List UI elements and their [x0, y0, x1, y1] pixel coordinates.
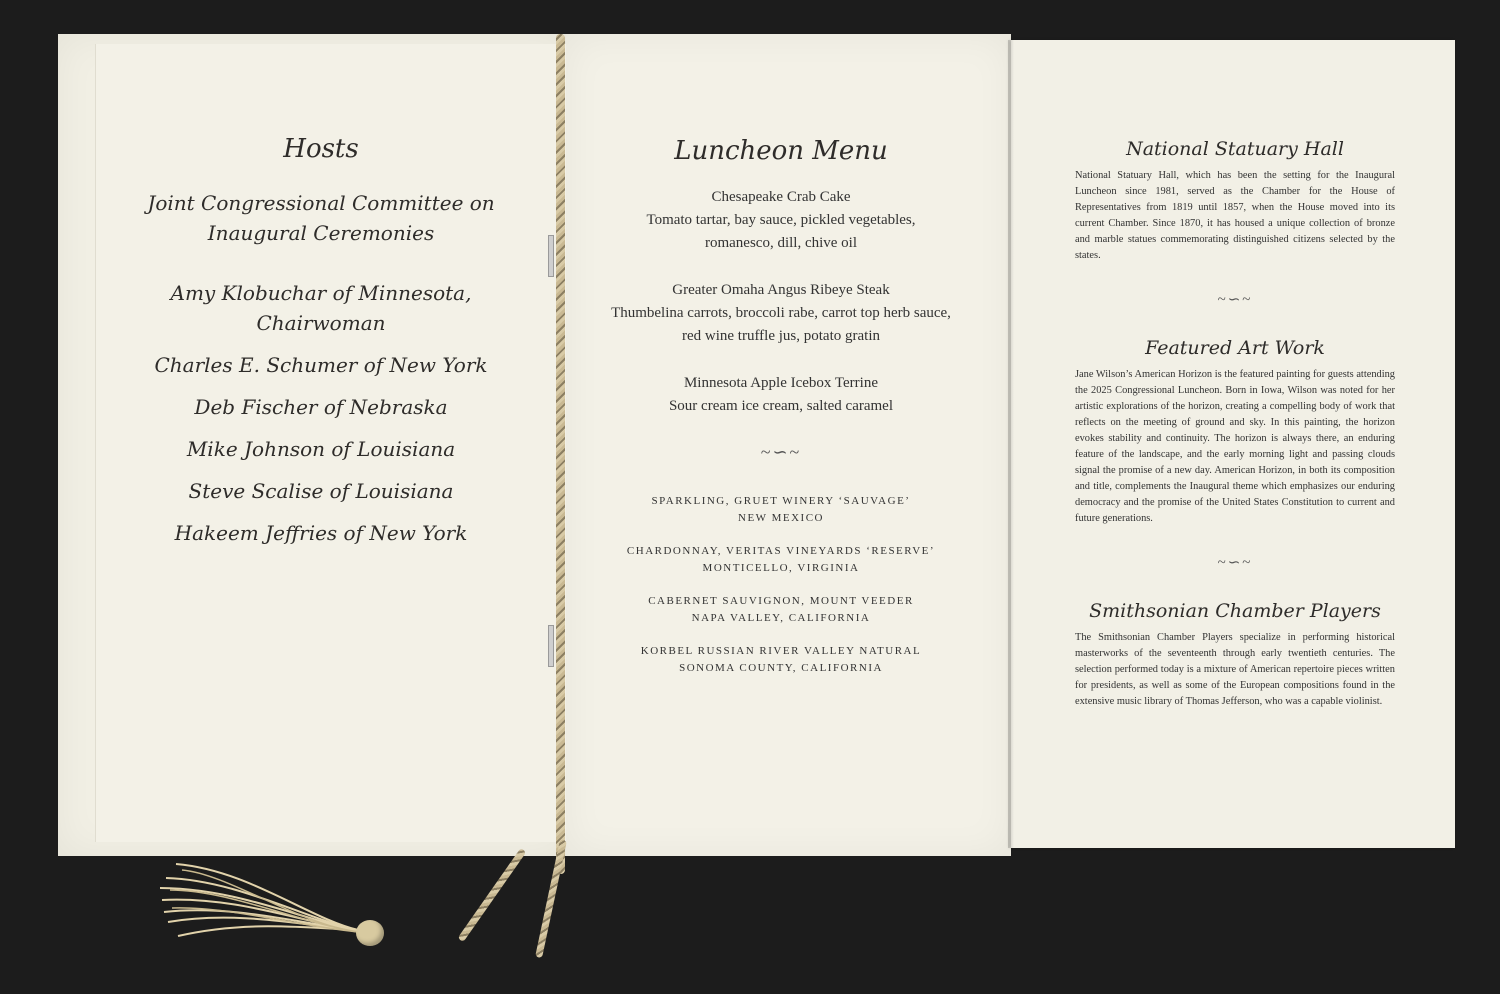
host-member: Charles E. Schumer of New York — [154, 353, 488, 377]
wine-name: CABERNET SAUVIGNON, MOUNT VEEDER — [648, 595, 914, 607]
course-detail: Thumbelina carrots, broccoli rabe, carrot top herb sauce, — [611, 305, 951, 321]
wine-origin: NAPA VALLEY, CALIFORNIA — [691, 612, 871, 624]
course-detail: Tomato tartar, bay sauce, pickled vegetables, — [646, 212, 916, 228]
hosts-title: Hosts — [283, 134, 359, 164]
info-section — [1075, 138, 1395, 710]
menu-course — [595, 279, 967, 348]
course-name: Minnesota Apple Icebox Terrine — [683, 375, 879, 391]
hosts-section — [96, 134, 546, 560]
binding-cord — [556, 34, 565, 874]
committee-line: Joint Congressional Committee on — [147, 191, 495, 215]
tassel-knot — [356, 920, 384, 946]
binding-cord-end — [535, 839, 567, 958]
host-name: Amy Klobuchar of Minnesota, — [170, 281, 472, 305]
ornament-flourish: ~∽~ — [1217, 292, 1253, 308]
section-title-chamber-players: Smithsonian Chamber Players — [1089, 600, 1381, 622]
menu-course — [595, 186, 967, 255]
committee-line: Inaugural Ceremonies — [207, 221, 435, 245]
course-name: Greater Omaha Angus Ribeye Steak — [672, 282, 890, 298]
staple-top — [548, 235, 554, 277]
host-member: Steve Scalise of Louisiana — [188, 479, 454, 503]
host-member: Deb Fischer of Nebraska — [194, 395, 448, 419]
course-detail: romanesco, dill, chive oil — [704, 235, 858, 251]
section-body-chamber-players: The Smithsonian Chamber Players specialize in performing historical masterworks of the seventeenth through early twentieth centuries. The selection performed today is a mixture of American repertoire pieces written for presidents, as well as some of the European compositions found in the extensive music library of Thomas Jefferson, who was a capable violinist. — [1075, 632, 1395, 707]
section-title-art-work: Featured Art Work — [1145, 337, 1325, 359]
section-title-statuary-hall: National Statuary Hall — [1126, 138, 1344, 160]
wine-name: KORBEL RUSSIAN RIVER VALLEY NATURAL — [640, 645, 922, 657]
wine-name: SPARKLING, GRUET WINERY ‘SAUVAGE’ — [651, 495, 911, 507]
wine-item — [595, 493, 967, 527]
menu-section — [595, 136, 967, 693]
host-member: Hakeem Jeffries of New York — [174, 521, 468, 545]
wine-item — [595, 593, 967, 627]
menu-course — [595, 372, 967, 418]
wine-name: CHARDONNAY, VERITAS VINEYARDS ‘RESERVE’ — [626, 545, 936, 557]
host-member: Mike Johnson of Louisiana — [186, 437, 456, 461]
wine-origin: NEW MEXICO — [738, 512, 824, 524]
wine-item — [595, 543, 967, 577]
section-body-art-work: Jane Wilson’s American Horizon is the featured painting for guests attending the 2025 Congressional Luncheon. Born in Iowa, Wilson was noted for her artistic explorations of the horizon, creating a compelling body of work that reflects on the meeting of ground and sky. In this painting, the horizon evokes stability and continuity. The horizon is always there, an enduring feature of the landscape, and the early morning light and passing clouds signal the promise of a new day. American Horizon, in both its composition and title, complements the Inaugural theme which emphasizes our enduring democracy and the promise of the United States Constitution to current and future generations. — [1075, 369, 1395, 524]
staple-bottom — [548, 625, 554, 667]
wine-origin: SONOMA COUNTY, CALIFORNIA — [679, 662, 883, 674]
course-detail: Sour cream ice cream, salted caramel — [668, 398, 894, 414]
fold-shadow — [1008, 40, 1014, 848]
course-name: Chesapeake Crab Cake — [711, 189, 851, 205]
tassel-icon — [158, 860, 368, 940]
ornament-flourish: ~∽~ — [760, 442, 802, 462]
section-body-statuary-hall: National Statuary Hall, which has been the setting for the Inaugural Luncheon since 1981, served as the Chamber for the House of Representatives from 1819 until 1857, when the House moved into its current Chamber. Since 1870, it has housed a unique collection of bronze and marble statues commemorating distinguished citizens selected by the states. — [1075, 170, 1395, 261]
wine-origin: MONTICELLO, VIRGINIA — [702, 562, 860, 574]
committee-name — [96, 188, 546, 248]
binding-cord-end — [458, 848, 527, 942]
menu-title: Luncheon Menu — [674, 136, 888, 166]
wine-item — [595, 643, 967, 677]
host-member — [96, 278, 546, 338]
host-role: Chairwoman — [256, 311, 386, 335]
course-detail: red wine truffle jus, potato gratin — [681, 328, 880, 344]
ornament-flourish: ~∽~ — [1217, 555, 1253, 571]
